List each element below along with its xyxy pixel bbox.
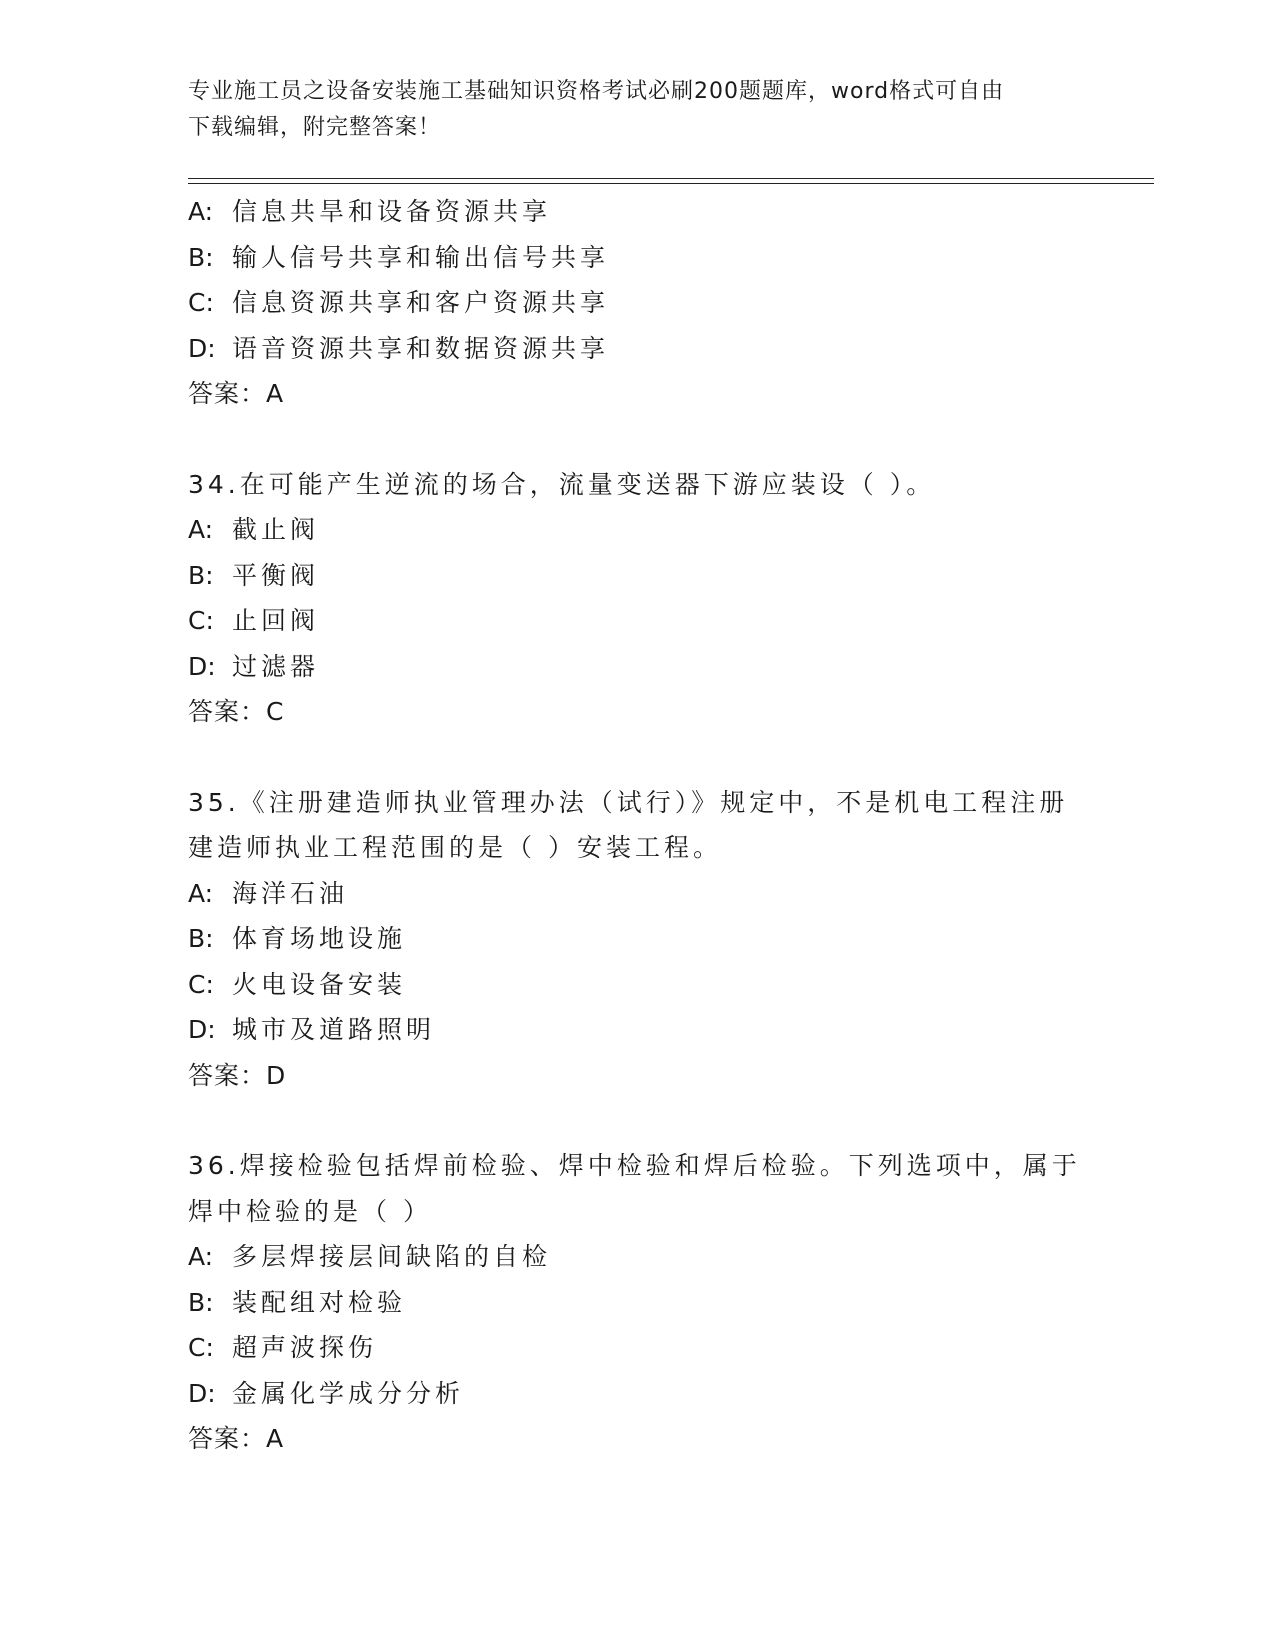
option-text: 城市及道路照明 bbox=[232, 1015, 436, 1044]
option-text: 过滤器 bbox=[232, 651, 320, 681]
option-letter: C: bbox=[188, 1333, 214, 1362]
option-b bbox=[188, 235, 1088, 281]
option-letter: B: bbox=[188, 1287, 214, 1317]
option-letter: C: bbox=[188, 969, 214, 999]
question-text-line-2: 建造师执业工程范围的是（ ）安装工程。 bbox=[188, 833, 722, 862]
option-d bbox=[188, 1371, 1088, 1417]
option-d bbox=[188, 1007, 1088, 1053]
option-text: 火电设备安装 bbox=[232, 969, 407, 999]
option-text: 输人信号共享和输出信号共享 bbox=[232, 242, 610, 272]
question-36 bbox=[188, 1143, 1088, 1462]
question-34 bbox=[188, 462, 1088, 735]
option-text: 装配组对检验 bbox=[232, 1287, 407, 1317]
option-a bbox=[188, 189, 1088, 235]
option-c bbox=[188, 1325, 1088, 1371]
option-letter: B: bbox=[188, 242, 214, 272]
option-letter: C: bbox=[188, 606, 214, 635]
question-text: 34.在可能产生逆流的场合，流量变送器下游应装设（ ）。 bbox=[188, 469, 936, 499]
option-text: 信息资源共享和客户资源共享 bbox=[232, 288, 610, 317]
option-c bbox=[188, 280, 1088, 326]
header-divider-bottom bbox=[188, 183, 1154, 184]
option-d bbox=[188, 326, 1088, 372]
question-text-line-1: 35.《注册建造师执业管理办法（试行）》规定中，不是机电工程注册 bbox=[188, 787, 1069, 817]
option-d bbox=[188, 644, 1088, 690]
question-35 bbox=[188, 780, 1088, 1099]
question-list bbox=[188, 189, 1088, 1507]
document-header bbox=[188, 74, 1068, 146]
option-c bbox=[188, 598, 1088, 644]
answer-line: 答案：A bbox=[188, 1424, 285, 1453]
option-letter: B: bbox=[188, 924, 214, 953]
option-letter: A: bbox=[188, 1242, 214, 1271]
option-b bbox=[188, 553, 1088, 599]
answer-line: 答案：A bbox=[188, 379, 285, 408]
option-letter: A: bbox=[188, 197, 214, 226]
option-letter: D: bbox=[188, 333, 216, 363]
question-text-line-1: 36.焊接检验包括焊前检验、焊中检验和焊后检验。下列选项中，属于 bbox=[188, 1151, 1081, 1180]
option-letter: A: bbox=[188, 878, 214, 908]
option-text: 语音资源共享和数据资源共享 bbox=[232, 333, 610, 363]
option-text: 信息共旱和设备资源共享 bbox=[232, 197, 552, 226]
option-text: 超声波探伤 bbox=[232, 1333, 378, 1362]
option-b bbox=[188, 916, 1088, 962]
option-letter: C: bbox=[188, 288, 214, 317]
option-a bbox=[188, 1234, 1088, 1280]
option-letter: B: bbox=[188, 560, 214, 590]
option-letter: D: bbox=[188, 1015, 216, 1044]
header-divider-top bbox=[188, 178, 1154, 179]
option-c bbox=[188, 962, 1088, 1008]
option-text: 海洋石油 bbox=[232, 878, 349, 908]
option-a bbox=[188, 871, 1088, 917]
option-letter: D: bbox=[188, 1378, 216, 1408]
option-letter: D: bbox=[188, 651, 216, 681]
option-text: 体育场地设施 bbox=[232, 924, 407, 953]
answer-line: 答案：D bbox=[188, 1060, 287, 1090]
option-a bbox=[188, 507, 1088, 553]
option-text: 平衡阀 bbox=[232, 560, 320, 590]
header-line-2: 下载编辑，附完整答案！ bbox=[188, 115, 442, 140]
option-text: 金属化学成分分析 bbox=[232, 1378, 465, 1408]
question-33 bbox=[188, 189, 1088, 417]
option-text: 止回阀 bbox=[232, 606, 320, 635]
option-text: 截止阀 bbox=[232, 515, 320, 544]
option-letter: A: bbox=[188, 515, 214, 544]
header-line-1: 专业施工员之设备安装施工基础知识资格考试必刷200题题库，word格式可自由 bbox=[188, 79, 1005, 104]
question-text-line-2: 焊中检验的是（ ） bbox=[188, 1196, 432, 1226]
option-b bbox=[188, 1280, 1088, 1326]
option-text: 多层焊接层间缺陷的自检 bbox=[232, 1242, 552, 1271]
answer-line: 答案：C bbox=[188, 697, 285, 726]
